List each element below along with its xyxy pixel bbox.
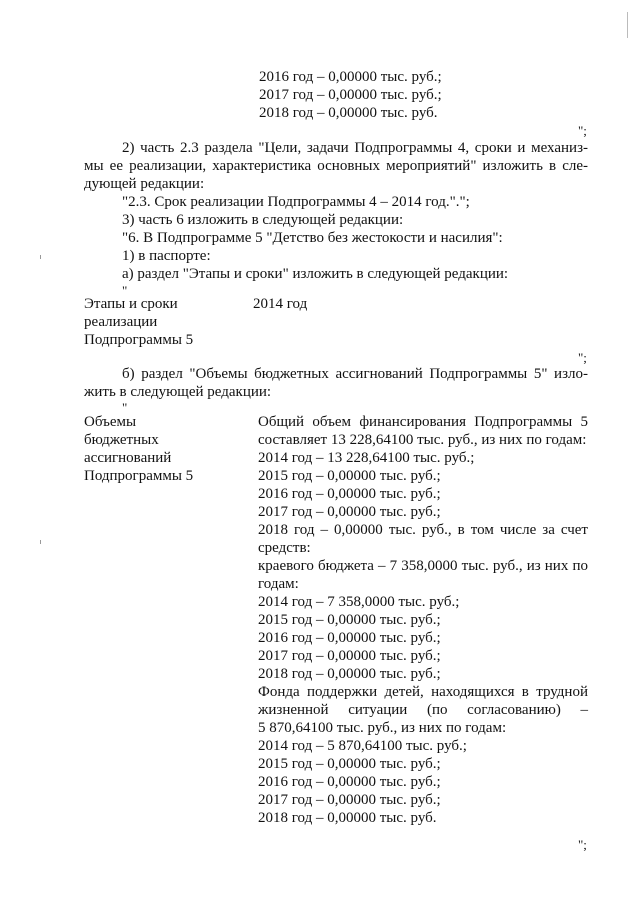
volumes-line: 2018 год – 0,00000 тыс. руб., в том числе за счет: [258, 522, 588, 538]
volumes-line: годам:: [258, 576, 299, 592]
volumes-line: Фонда поддержки детей, находящихся в трудной: [258, 684, 588, 700]
top-line: 2018 год – 0,00000 тыс. руб.: [259, 105, 438, 121]
volumes-line: 2014 год – 7 358,0000 тыс. руб.;: [258, 594, 460, 610]
volumes-line: 2018 год – 0,00000 тыс. руб.: [258, 810, 437, 826]
paragraph-2-line: 2) часть 2.3 раздела "Цели, задачи Подпрограммы 4, сроки и механиз-: [122, 140, 588, 156]
paragraph-b-line: б) раздел "Объемы бюджетных ассигнований Подпрограммы 5" изло-: [122, 366, 588, 382]
line-section-6-title: "6. В Подпрограмме 5 "Детство без жестокости и насилия":: [122, 230, 503, 246]
volumes-line: 2015 год – 0,00000 тыс. руб.;: [258, 756, 441, 772]
volumes-label: Подпрограммы 5: [84, 468, 194, 484]
close-quote: ";: [578, 123, 587, 138]
stages-label: Этапы и сроки: [84, 296, 178, 312]
volumes-line: 2017 год – 0,00000 тыс. руб.;: [258, 792, 441, 808]
volumes-label: ассигнований: [84, 450, 172, 466]
volumes-line: Общий объем финансирования Подпрограммы 5: [258, 414, 588, 430]
close-quote: ";: [578, 837, 587, 852]
open-quote: ": [122, 283, 128, 298]
volumes-line: 2014 год – 5 870,64100 тыс. руб.;: [258, 738, 467, 754]
paragraph-b-line: жить в следующей редакции:: [84, 384, 272, 400]
stages-label: Подпрограммы 5: [84, 332, 194, 348]
volumes-line: 2016 год – 0,00000 тыс. руб.;: [258, 486, 441, 502]
volumes-line: 2017 год – 0,00000 тыс. руб.;: [258, 504, 441, 520]
line-part-6: 3) часть 6 изложить в следующей редакции:: [122, 212, 404, 228]
close-quote: ";: [578, 350, 587, 365]
volumes-line: 2015 год – 0,00000 тыс. руб.;: [258, 612, 441, 628]
volumes-line: 2016 год – 0,00000 тыс. руб.;: [258, 630, 441, 646]
paragraph-2-line: мы ее реализации, характеристика основных мероприятий" изложить в сле-: [84, 158, 588, 174]
volumes-line: составляет 13 228,64100 тыс. руб., из них по годам:: [258, 432, 587, 448]
volumes-line: 5 870,64100 тыс. руб., из них по годам:: [258, 720, 507, 736]
volumes-line: 2016 год – 0,00000 тыс. руб.;: [258, 774, 441, 790]
volumes-line: 2018 год – 0,00000 тыс. руб.;: [258, 666, 441, 682]
line-a: а) раздел "Этапы и сроки" изложить в следующей редакции:: [122, 266, 509, 282]
stages-value: 2014 год: [253, 296, 308, 312]
scan-mark: [40, 255, 41, 259]
volumes-label: Объемы: [84, 414, 137, 430]
line-2-3: "2.3. Срок реализации Подпрограммы 4 – 2014 год.".";: [122, 194, 470, 210]
top-line: 2016 год – 0,00000 тыс. руб.;: [259, 69, 442, 85]
volumes-line: 2014 год – 13 228,64100 тыс. руб.;: [258, 450, 475, 466]
stages-label: реализации: [84, 314, 158, 330]
volumes-line: 2015 год – 0,00000 тыс. руб.;: [258, 468, 441, 484]
volumes-line: средств:: [258, 540, 311, 556]
scan-mark: [627, 12, 628, 38]
volumes-label: бюджетных: [84, 432, 159, 448]
paragraph-2-line: дующей редакции:: [84, 176, 205, 192]
open-quote: ": [122, 400, 128, 415]
volumes-line: жизненной ситуации (по согласованию) –: [258, 702, 588, 718]
top-line: 2017 год – 0,00000 тыс. руб.;: [259, 87, 442, 103]
volumes-line: 2017 год – 0,00000 тыс. руб.;: [258, 648, 441, 664]
volumes-line: краевого бюджета – 7 358,0000 тыс. руб., из них по: [258, 558, 588, 574]
line-passport: 1) в паспорте:: [122, 248, 211, 264]
scan-mark: [40, 540, 41, 544]
